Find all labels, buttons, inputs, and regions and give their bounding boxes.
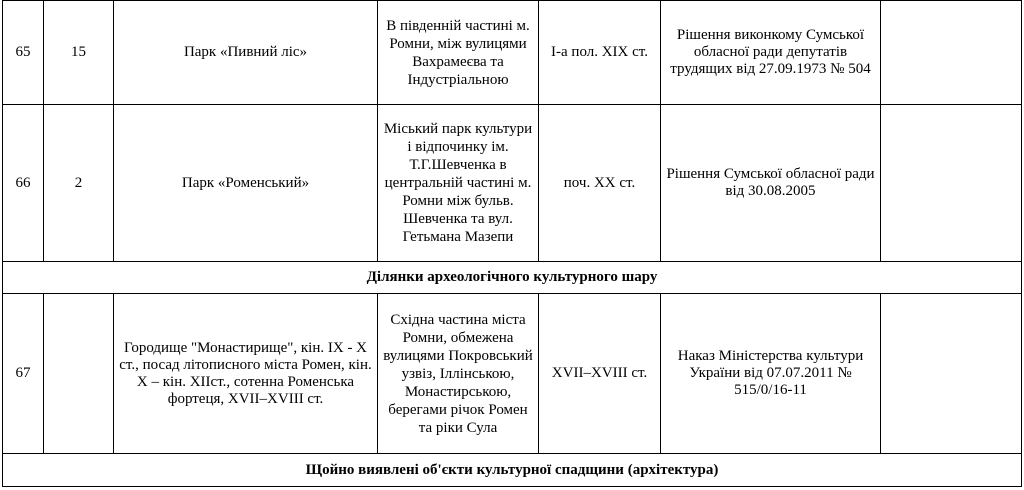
date-cell: поч. ХХ ст. (539, 105, 661, 262)
row-number-cell: 66 (3, 105, 44, 262)
extra-cell (881, 1, 1022, 105)
date-cell: І-а пол. ХІХ ст. (539, 1, 661, 105)
location-cell: В південній частині м. Ромни, між вулицями Вахрамеєва та Індустріальною (378, 1, 539, 105)
document-cell: Рішення виконкому Сумської обласної ради депутатів трудящих від 27.09.1973 № 504 (661, 1, 881, 105)
document-cell: Наказ Міністерства культури України від 07.07.2011 № 515/0/16-11 (661, 294, 881, 454)
object-name-cell: Городище "Монастирище", кін. ІХ - Х ст., посад літописного міста Ромен, кін. Х – кін. ХІІст., сотенна Роменська фортеця, XVII–XVIII ст. (114, 294, 378, 454)
heritage-table (2, 0, 1022, 487)
table-row (3, 1, 1022, 105)
object-name-cell: Парк «Пивний ліс» (114, 1, 378, 105)
section-header-row (3, 262, 1022, 294)
section-title-archaeology: Ділянки археологічного культурного шару (3, 262, 1022, 294)
object-number-cell: 2 (44, 105, 114, 262)
table-row (3, 294, 1022, 454)
object-name-cell: Парк «Роменський» (114, 105, 378, 262)
date-cell: XVII–XVIII ст. (539, 294, 661, 454)
object-number-cell: 15 (44, 1, 114, 105)
row-number-cell: 65 (3, 1, 44, 105)
extra-cell (881, 294, 1022, 454)
row-number-cell: 67 (3, 294, 44, 454)
section-header-row (3, 454, 1022, 487)
section-title-new-objects: Щойно виявлені об'єкти культурної спадщини (архітектура) (3, 454, 1022, 487)
object-number-cell (44, 294, 114, 454)
location-cell: Східна частина міста Ромни, обмежена вулицями Покровський узвіз, Іллінською, Монастирською, берегами річок Ромен та ріки Сула (378, 294, 539, 454)
document-cell: Рішення Сумської обласної ради від 30.08.2005 (661, 105, 881, 262)
location-cell: Міський парк культури і відпочинку ім. Т.Г.Шевченка в центральній частині м. Ромни між бульв. Шевченка та вул. Гетьмана Мазепи (378, 105, 539, 262)
extra-cell (881, 105, 1022, 262)
table-row (3, 105, 1022, 262)
